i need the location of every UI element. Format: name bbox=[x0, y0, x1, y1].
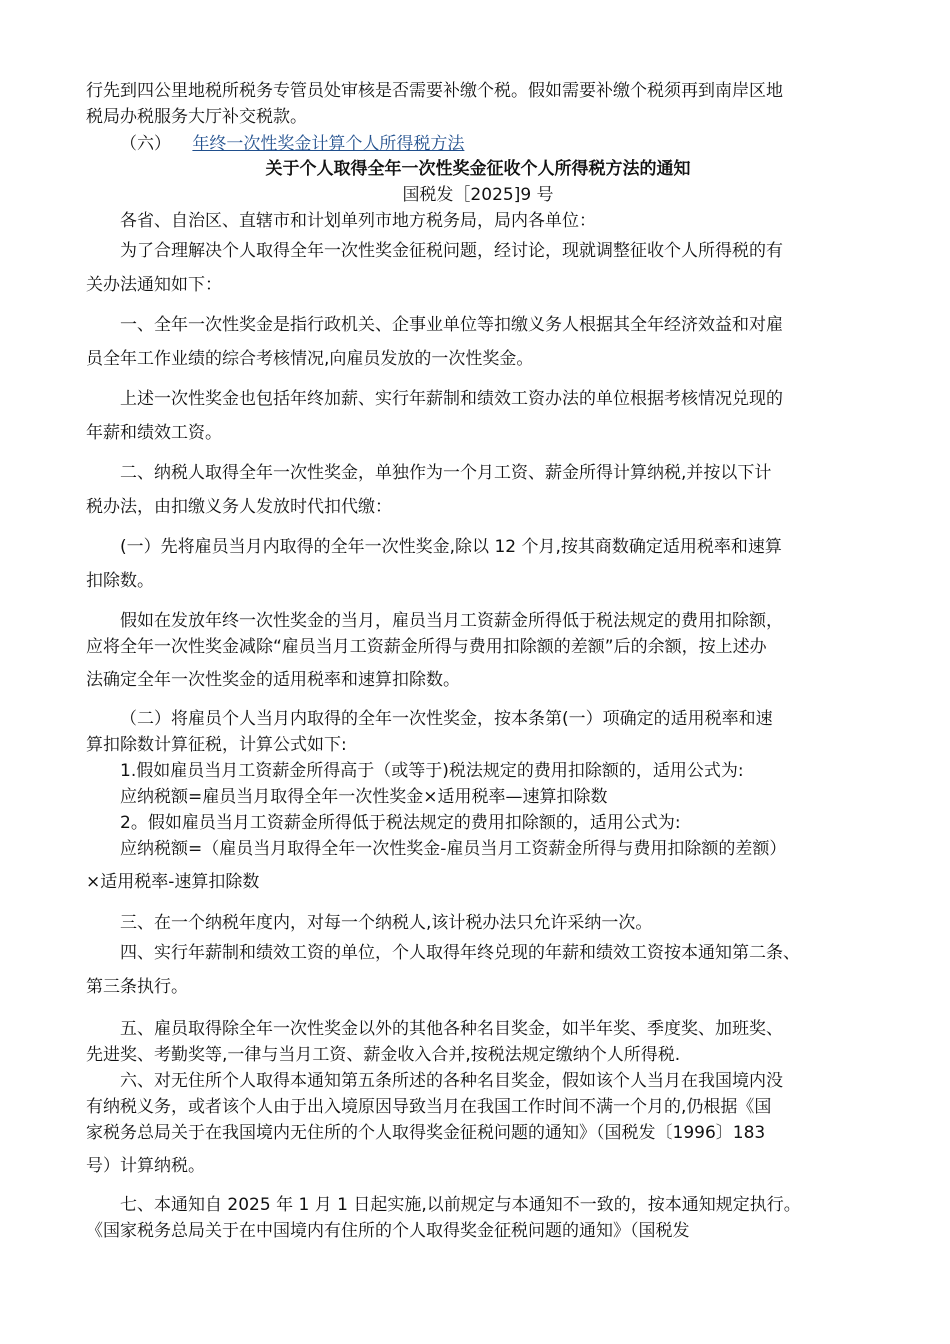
article-6-line-2: 有纳税义务，或者该个人由于出入境原因导致当月在我国工作时间不满一个月的,仍根据《国 bbox=[86, 1097, 772, 1117]
article-3: 三、在一个纳税年度内，对每一个纳税人,该计税办法只允许采纳一次。 bbox=[120, 913, 653, 933]
notice-title: 关于个人取得全年一次性奖金征收个人所得税方法的通知 bbox=[265, 159, 691, 179]
section-heading bbox=[86, 132, 870, 156]
article-2-item-1 bbox=[86, 530, 870, 598]
article-2-item-2-line-2: 算扣除数计算征税，计算公式如下: bbox=[86, 735, 347, 755]
article-1-line-1: 一、全年一次性奖金是指行政机关、企事业单位等扣缴义务人根据其全年经济效益和对雇 bbox=[120, 315, 783, 335]
intro-line-2: 税局办税服务大厅补交税款。 bbox=[86, 107, 307, 127]
article-6 bbox=[86, 1068, 870, 1186]
case-1: 1.假如雇员当月工资薪金所得高于（或等于)税法规定的费用扣除额的，适用公式为: bbox=[120, 761, 744, 781]
article-2-item-1-supplement-line-2: 应将全年一次性奖金减除“雇员当月工资薪金所得与费用扣除额的差额”后的余额，按上述办 bbox=[86, 637, 767, 657]
article-5-line-1: 五、雇员取得除全年一次性奖金以外的其他各种名目奖金，如半年奖、季度奖、加班奖、 bbox=[120, 1019, 783, 1039]
article-4-line-1: 四、实行年薪制和绩效工资的单位，个人取得年终兑现的年薪和绩效工资按本通知第二条、 bbox=[120, 943, 800, 963]
case-2: 2。假如雇员当月工资薪金所得低于税法规定的费用扣除额的，适用公式为: bbox=[120, 813, 681, 833]
article-5 bbox=[86, 1016, 870, 1068]
article-2-line-1: 二、纳税人取得全年一次性奖金，单独作为一个月工资、薪金所得计算纳税,并按以下计 bbox=[120, 463, 772, 483]
preamble-line-2: 关办法通知如下： bbox=[86, 275, 222, 295]
article-2-item-2-line-1: （二）将雇员个人当月内取得的全年一次性奖金，按本条第(一）项确定的适用税率和速 bbox=[120, 709, 773, 729]
article-7 bbox=[86, 1192, 870, 1244]
article-2-item-2 bbox=[86, 706, 870, 902]
intro-line-1: 行先到四公里地税所税务专管员处审核是否需要补缴个税。假如需要补缴个税须再到南岸区地 bbox=[86, 81, 783, 101]
preamble-line-1: 为了合理解决个人取得全年一次性奖金征税问题，经讨论，现就调整征收个人所得税的有 bbox=[120, 241, 783, 261]
article-5-line-2: 先进奖、考勤奖等,一律与当月工资、薪金收入合并,按税法规定缴纳个人所得税. bbox=[86, 1045, 681, 1065]
article-2-item-1-line-1: (一）先将雇员当月内取得的全年一次性奖金,除以 12 个月,按其商数确定适用税率和速算 bbox=[120, 537, 782, 557]
article-7-line-1: 七、本通知自 2025 年 1 月 1 日起实施,以前规定与本通知不一致的，按本通知规定执行。 bbox=[120, 1195, 801, 1215]
document-number: 国税发［2025]9 号 bbox=[402, 185, 554, 205]
article-6-line-1: 六、对无住所个人取得本通知第五条所述的各种名目奖金，假如该个人当月在我国境内没 bbox=[120, 1071, 783, 1091]
article-1 bbox=[86, 308, 870, 376]
article-2 bbox=[86, 456, 870, 524]
section-number: （六） bbox=[120, 134, 171, 154]
intro-paragraph bbox=[86, 78, 870, 130]
formula-2-line-1: 应纳税额=（雇员当月取得全年一次性奖金-雇员当月工资薪金所得与费用扣除额的差额） bbox=[120, 839, 787, 859]
article-1-line-2: 员全年工作业绩的综合考核情况,向雇员发放的一次性奖金。 bbox=[86, 349, 534, 369]
formula-2-line-2: ×适用税率-速算扣除数 bbox=[86, 872, 260, 892]
preamble-paragraph bbox=[86, 234, 870, 302]
article-2-item-1-supplement bbox=[86, 608, 870, 700]
article-4-line-2: 第三条执行。 bbox=[86, 977, 188, 997]
article-1-supplement-line-1: 上述一次性奖金也包括年终加薪、实行年薪制和绩效工资办法的单位根据考核情况兑现的 bbox=[120, 389, 783, 409]
article-1-supplement bbox=[86, 382, 870, 450]
article-7-line-2: 《国家税务总局关于在中国境内有住所的个人取得奖金征税问题的通知》（国税发 bbox=[86, 1221, 690, 1241]
article-6-line-4: 号）计算纳税。 bbox=[86, 1156, 205, 1176]
formula-1: 应纳税额=雇员当月取得全年一次性奖金×适用税率—速算扣除数 bbox=[120, 787, 608, 807]
article-4 bbox=[86, 936, 870, 1004]
article-1-supplement-line-2: 年薪和绩效工资。 bbox=[86, 423, 222, 443]
article-6-line-3: 家税务总局关于在我国境内无住所的个人取得奖金征税问题的通知》（国税发〔1996〕183 bbox=[86, 1123, 766, 1143]
addressee: 各省、自治区、直辖市和计划单列市地方税务局，局内各单位： bbox=[120, 211, 596, 231]
article-2-item-1-supplement-line-3: 法确定全年一次性奖金的适用税率和速算扣除数。 bbox=[86, 670, 460, 690]
article-2-item-1-line-2: 扣除数。 bbox=[86, 571, 154, 591]
article-2-line-2: 税办法，由扣缴义务人发放时代扣代缴： bbox=[86, 497, 392, 517]
section-link[interactable]: 年终一次性奖金计算个人所得税方法 bbox=[192, 134, 465, 154]
article-2-item-1-supplement-line-1: 假如在发放年终一次性奖金的当月，雇员当月工资薪金所得低于税法规定的费用扣除额， bbox=[120, 611, 783, 631]
